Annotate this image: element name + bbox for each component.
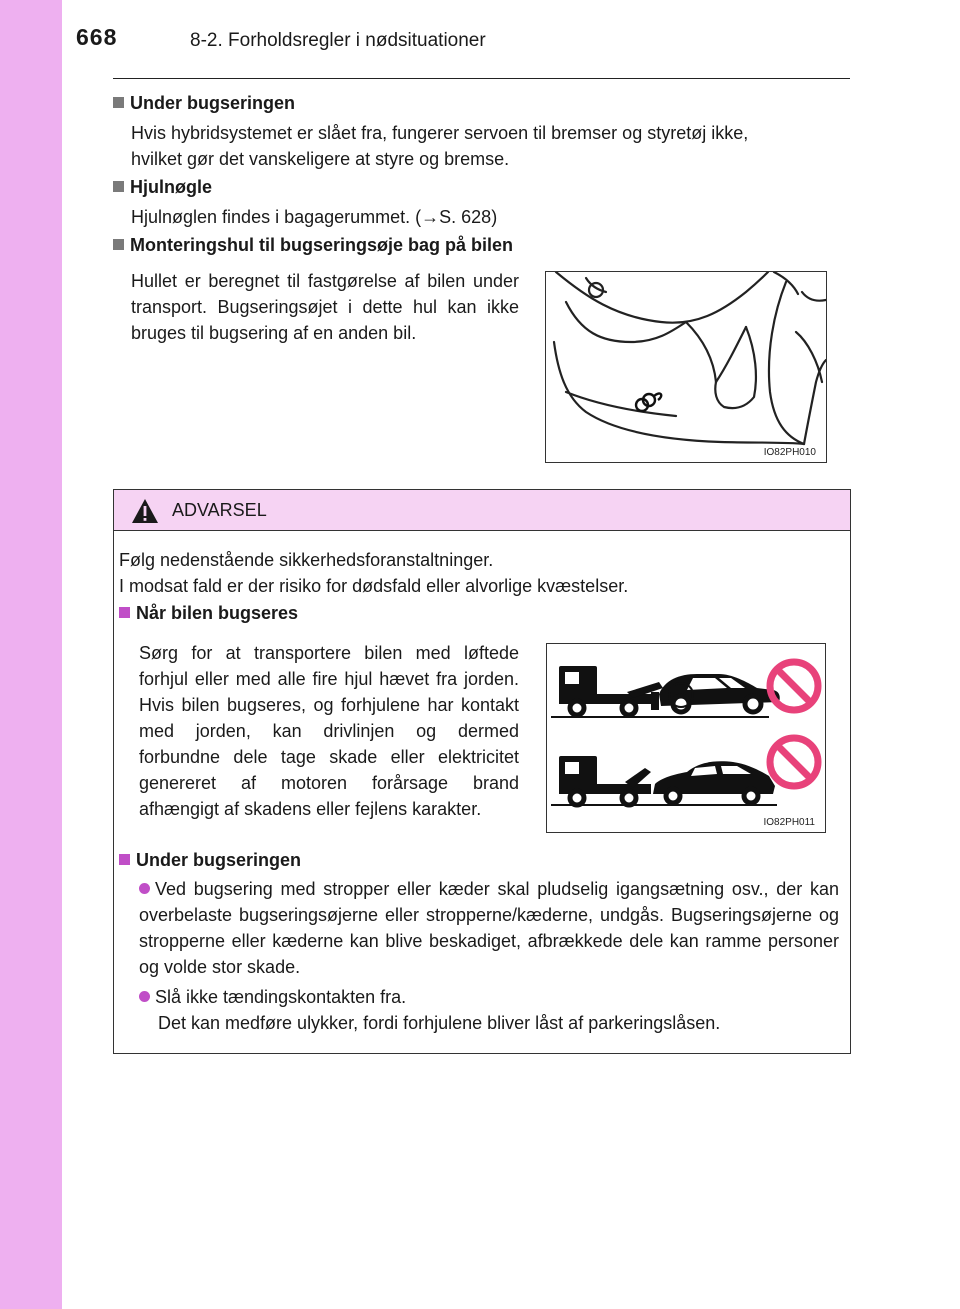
heading-text: Under bugseringen xyxy=(130,93,296,113)
bullet-text: Slå ikke tændingskontakten fra. xyxy=(155,987,407,1007)
subheading-naar-bilen-bugseres xyxy=(119,603,298,624)
warning-title: ADVARSEL xyxy=(172,500,267,520)
header-rule xyxy=(113,78,850,79)
subheading-under-bugseringen xyxy=(119,850,301,871)
warning-bullet-2 xyxy=(139,984,839,1036)
square-bullet-icon xyxy=(113,181,124,192)
towing-illustration xyxy=(547,644,825,832)
square-bullet-icon xyxy=(113,97,124,108)
heading-text: Monteringshul til bugseringsøje bag på bilen xyxy=(130,235,514,255)
text: Hjulnøglen findes i bagagerummet. ( xyxy=(131,207,422,227)
section-title: 8-2. Forholdsregler i nødsituationer xyxy=(190,30,486,51)
warning-triangle-icon xyxy=(131,498,159,524)
bullet-text: Ved bugsering med stropper eller kæder skal pludselig igangsætning osv., der kan overbelaste bugseringsøjerne eller stropperne/kæderne, undgås. Bugseringsøjerne og stropperne eller kæderne kan blive beskadiget, afbrækkede dele kan ramme personer og volde stor skade. xyxy=(139,879,839,977)
figure-code: IO82PH011 xyxy=(763,817,815,828)
square-bullet-icon xyxy=(119,607,130,618)
paragraph-monteringshul: Hullet er beregnet til fastgørelse af bilen under transport. Bugseringsøjet i dette hul kan ikke bruges til bugsering af en anden bil. xyxy=(131,271,519,343)
paragraph-hybrid xyxy=(131,120,851,172)
heading-hjulnoegle xyxy=(113,177,212,198)
side-tab-strip xyxy=(0,0,62,1309)
heading-under-bugseringen xyxy=(113,93,295,114)
page-reference[interactable]: S. 628) xyxy=(439,207,498,227)
prohibition-icon-top xyxy=(770,662,818,710)
warning-intro xyxy=(119,547,839,599)
text-line: hvilket gør det vanskeligere at styre og bremse. xyxy=(131,149,510,169)
heading-text: Hjulnøgle xyxy=(130,177,212,197)
figure-code: IO82PH010 xyxy=(763,447,816,458)
paragraph-hjulnoegle xyxy=(131,204,851,230)
text-line: I modsat fald er der risiko for dødsfald eller alvorlige kvæstelser. xyxy=(119,576,629,596)
warning-box xyxy=(113,489,851,1054)
text-line: Hvis hybridsystemet er slået fra, fungerer servoen til bremser og styretøj ikke, xyxy=(131,123,749,143)
figure-towing-prohibited xyxy=(546,643,826,833)
square-bullet-icon xyxy=(119,854,130,865)
heading-text: Når bilen bugseres xyxy=(136,603,299,623)
bullet-text-continued: Det kan medføre ulykker, fordi forhjulene bliver låst af parkeringslåsen. xyxy=(158,1013,721,1033)
warning-bullet-1 xyxy=(139,876,839,980)
prohibition-icon-bottom xyxy=(770,738,818,786)
tow-truck-bottom xyxy=(559,756,651,794)
heading-monteringshul xyxy=(113,235,513,256)
circle-bullet-icon xyxy=(139,883,150,894)
heading-text: Under bugseringen xyxy=(136,850,302,870)
rear-bumper-illustration xyxy=(546,272,826,462)
page-number: 668 xyxy=(76,24,118,50)
arrow-right-icon: → xyxy=(421,207,440,227)
text-line: Følg nedenstående sikkerhedsforanstaltninger. xyxy=(119,550,494,570)
warning-sub1-text: Sørg for at transportere bilen med løftede forhjul eller med alle fire hjul hævet fra jorden. Hvis bilen bugseres, og forhjulene har kontakt med jorden, kan drivlinjen og dermed forbundne dele tage skade eller elektricitet genereret af motoren forårsage brand afhængigt af skadens eller fejlens karakter. xyxy=(139,643,519,819)
warning-header xyxy=(114,490,850,531)
circle-bullet-icon xyxy=(139,991,150,1002)
square-bullet-icon xyxy=(113,239,124,250)
figure-tow-hook xyxy=(545,271,827,463)
